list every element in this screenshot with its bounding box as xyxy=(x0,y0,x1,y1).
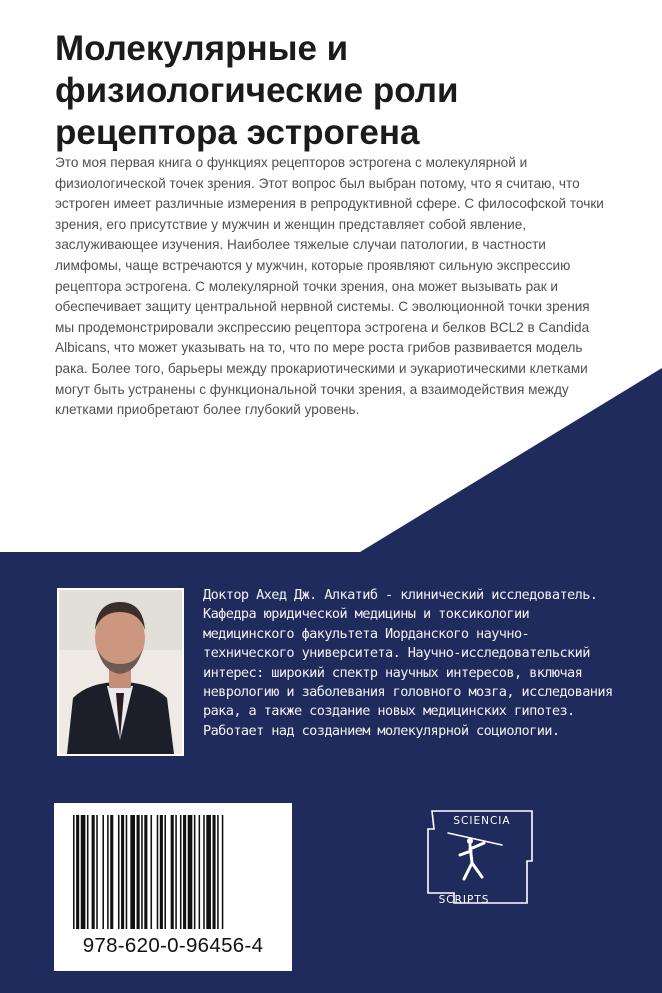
barcode-bar xyxy=(130,815,135,929)
book-title: Молекулярные и физиологические роли рецептора эстрогена xyxy=(55,29,459,152)
barcode-bar xyxy=(118,815,120,929)
barcode-bar xyxy=(157,815,159,929)
barcode-bar xyxy=(180,815,182,929)
barcode-bar xyxy=(160,815,163,929)
javelin-thrower-icon xyxy=(448,833,502,879)
barcode-bar xyxy=(141,815,143,929)
barcode-bar xyxy=(87,815,89,929)
isbn-number: 978-620-0-96456-4 xyxy=(82,934,264,957)
barcode xyxy=(54,803,292,971)
barcode-bars xyxy=(73,815,273,929)
barcode-bar xyxy=(175,815,177,929)
barcode-bar xyxy=(151,815,153,929)
sciencia-scripts-logo xyxy=(424,805,536,909)
barcode-bar xyxy=(199,815,201,929)
barcode-bar xyxy=(76,815,79,929)
logo-bottom-text: SCRIPTS xyxy=(438,894,490,906)
barcode-bar xyxy=(96,815,98,929)
barcode-bar xyxy=(188,815,193,929)
barcode-bar xyxy=(110,815,113,929)
barcode-bar xyxy=(73,815,75,929)
barcode-bar xyxy=(203,815,205,929)
book-description: Это моя первая книга о функциях рецепторов эстрогена с молекулярной и физиологической точек зрения. Этот вопрос был выбран потому, что я считаю, что эстроген имеет различные измерения в репродуктивной сфере. С философской точки зрения, его присутствие у мужчин и женщин представляет собой явление, заслуживающее изучения. Наиболее тяжелые случаи патологии, в частности лимфомы, чаще встречаются у мужчин, которые проявляют сильную экспрессию рецептора эстрогена. С молекулярной точки зрения, она может вызывать рак и обеспечивает защиту центральной нервной системы. С эволюционной точки зрения мы продемонстрировали экспрессию рецептора эстрогена и белков BCL2 в Candida Albicans, что может указывать на то, что по мере роста грибов развивается модель рака. Более того, барьеры между прокариотическими и эукариотическими клетками могут быть устранены с функциональной точки зрения, а взаимодействия между клетками приобретают более глубокий уровень. xyxy=(55,155,604,418)
barcode-bar xyxy=(183,815,186,929)
barcode-bar xyxy=(144,815,147,929)
barcode-bar xyxy=(107,815,109,929)
barcode-bar xyxy=(121,815,124,929)
logo-top-text: SCIENCIA xyxy=(453,815,511,827)
barcode-bar xyxy=(222,815,224,929)
barcode-bar xyxy=(102,815,104,929)
barcode-bar xyxy=(137,815,140,929)
barcode-bar xyxy=(217,815,219,929)
barcode-bar xyxy=(164,815,166,929)
barcode-bar xyxy=(206,815,211,929)
author-bio: Доктор Ахед Дж. Алкатиб - клинический исследователь. Кафедра юридической медицины и токсикологии медицинского факультета Иорданского научно-технического университета. Научно-исследовательский интерес: широкий спектр научных интересов, включая неврологию и заболевания головного мозга, исследования рака, а также создание новых медицинских гипотез. Работает над созданием молекулярной социологии. xyxy=(203,587,613,739)
author-photo xyxy=(57,588,184,756)
barcode-bar xyxy=(81,815,86,929)
barcode-bar xyxy=(213,815,216,929)
barcode-bar xyxy=(92,815,95,929)
barcode-bar xyxy=(171,815,174,929)
barcode-bar xyxy=(194,815,196,929)
barcode-bar xyxy=(126,815,128,929)
author-portrait-icon xyxy=(59,590,182,754)
